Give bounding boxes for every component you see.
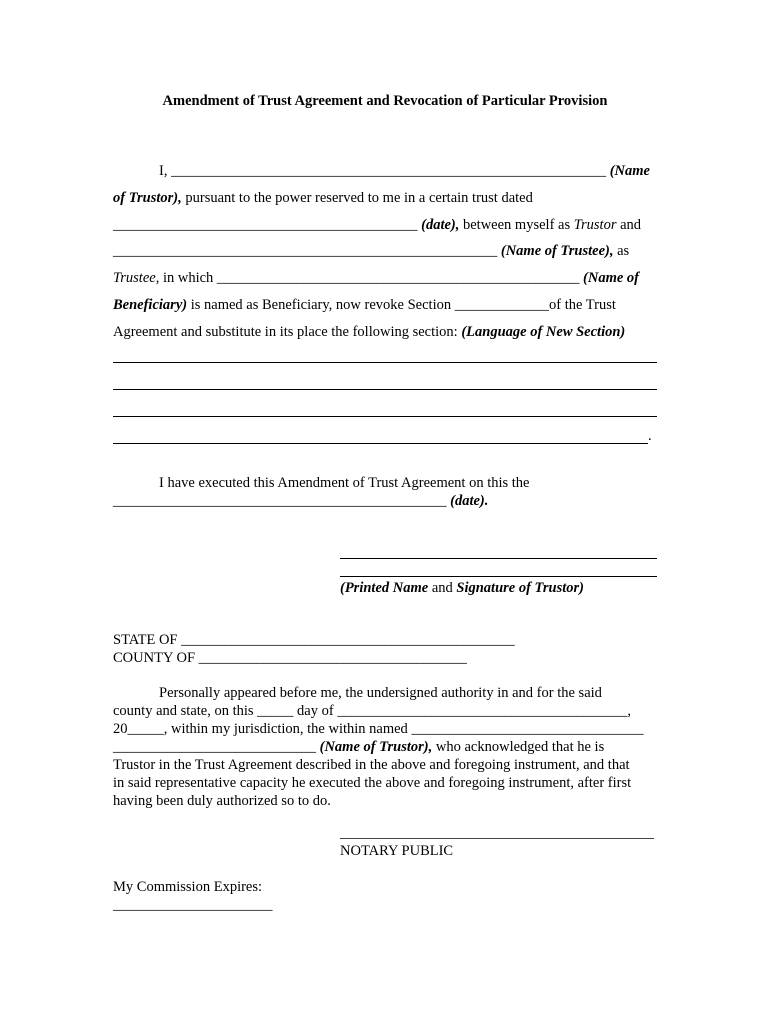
month-blank[interactable]: ________________________________________ — [337, 703, 628, 719]
beneficiary-name-blank[interactable]: __________________________________________________ — [216, 270, 580, 287]
commission-block: My Commission Expires: ______________________ — [113, 879, 273, 913]
new-section-line-1[interactable] — [113, 362, 657, 363]
document-title: Amendment of Trust Agreement and Revocation of Particular Provision — [162, 93, 608, 109]
trustor-name-blank[interactable]: ____________________________________________________________ — [171, 163, 607, 179]
trustor-name-blank-2[interactable]: ____________________________ — [113, 739, 316, 755]
trustee-name-blank[interactable]: _____________________________________________________ — [113, 243, 498, 260]
amendment-paragraph: I, ____________________________________________________________ (Name of Trustor), pursuant to the power reserved to me in a certain trust dated __________________________________________ (date), between myself as Trustor and _____________________________________________________ (Name of Trustee), as Trustee, in which __________________________________________________ (Name of Beneficiary) is named as Beneficiary, now revoke Section _____________of the Trust Agreement and substitute in its place the following section: (Language of New Section) — [113, 163, 650, 340]
notary-signature-line[interactable] — [340, 838, 654, 839]
state-blank[interactable]: ______________________________________________ — [181, 632, 515, 648]
printed-name-line[interactable] — [340, 558, 657, 559]
commission-expires-blank[interactable]: ______________________ — [113, 897, 273, 913]
new-section-line-2[interactable] — [113, 389, 657, 390]
signature-caption: (Printed Name and Signature of Trustor) — [340, 580, 584, 596]
new-section-line-4[interactable] — [113, 443, 648, 444]
county-blank[interactable]: _____________________________________ — [198, 650, 467, 666]
named-person-blank[interactable]: ________________________________ — [411, 721, 644, 737]
new-section-end-period: . — [648, 428, 652, 444]
year-blank[interactable]: _____ — [127, 721, 164, 737]
day-blank[interactable]: _____ — [257, 703, 294, 719]
signature-line[interactable] — [340, 576, 657, 577]
notary-public-label: NOTARY PUBLIC — [340, 843, 454, 859]
notary-acknowledgment-paragraph: Personally appeared before me, the undersigned authority in and for the said county and state, on this _____ day of ________________________________________, 20_____, within my jurisdiction, the within named ________________________________ ____________________________ (Name of Trustor), who acknowledged that he is Trustor in the Trust Agreement described in the above and foregoing instrument, and that in said representative capacity he executed the above and foregoing instrument, after first having been duly authorized so to do. — [113, 685, 644, 809]
execution-paragraph: I have executed this Amendment of Trust Agreement on this the ______________________________________________ (date). — [113, 475, 530, 509]
venue-block: STATE OF ______________________________________________ COUNTY OF _____________________________________ — [113, 632, 515, 666]
new-section-line-3[interactable] — [113, 416, 657, 417]
execution-date-blank[interactable]: ______________________________________________ — [113, 493, 447, 509]
section-number-blank[interactable]: _____________ — [454, 296, 549, 313]
trust-date-blank[interactable]: __________________________________________ — [113, 216, 418, 233]
